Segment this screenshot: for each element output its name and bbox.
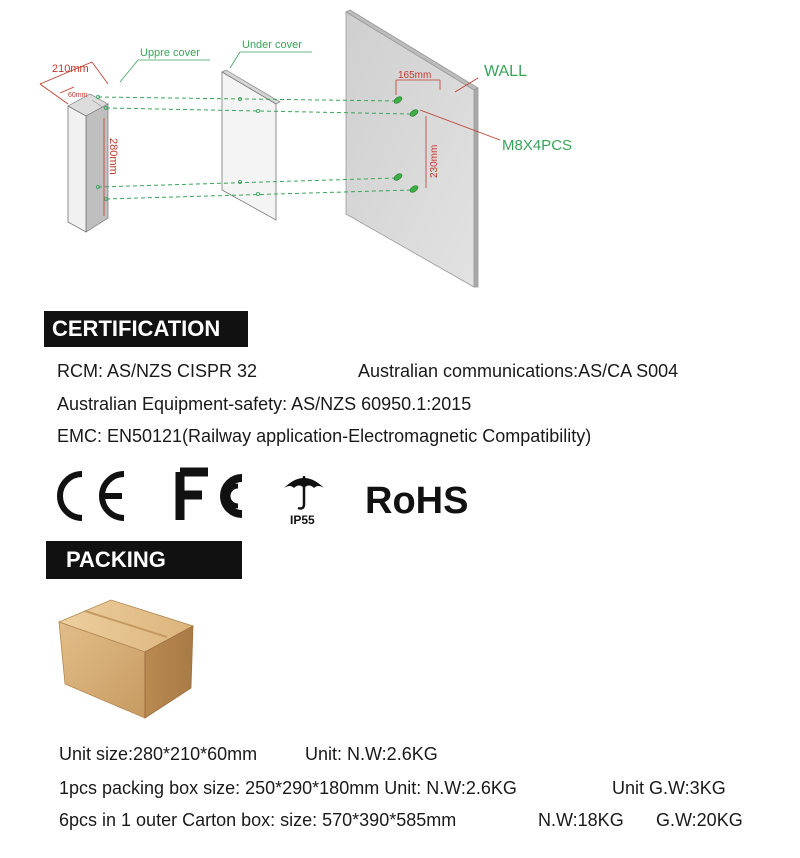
packing-carton-nw: N.W:18KG bbox=[538, 810, 624, 830]
fcc-mark-icon bbox=[180, 472, 242, 520]
cert-rcm: RCM: AS/NZS CISPR 32 bbox=[57, 361, 258, 381]
cert-communications: Australian communications:AS/CA S004 bbox=[358, 361, 679, 381]
upper-cover-label: Uppre cover bbox=[140, 47, 200, 59]
dim-height-label: 280mm bbox=[107, 138, 119, 175]
rohs-logo-text: RoHS bbox=[365, 480, 469, 522]
cert-equipment-safety: Australian Equipment-safety: AS/NZS 60950.1:2015 bbox=[57, 394, 472, 414]
packing-carton-size: 6pcs in 1 outer Carton box: size: 570*390*585mm bbox=[59, 810, 457, 830]
packing-unit-size: Unit size:280*210*60mm bbox=[59, 744, 258, 764]
dim-width-label: 210mm bbox=[52, 63, 89, 75]
wall-panel bbox=[346, 10, 478, 287]
ip55-label: IP55 bbox=[290, 513, 315, 527]
under-cover-plate bbox=[222, 70, 280, 220]
dim-hole-spacing-v-label: 230mm bbox=[429, 144, 440, 178]
packing-box-size: 1pcs packing box size: 250*290*180mm Unit: N.W:2.6KG bbox=[59, 778, 517, 798]
umbrella-ip55-icon bbox=[284, 476, 324, 527]
carton-box-image bbox=[55, 592, 197, 722]
certification-logos bbox=[52, 466, 492, 528]
upper-cover-box bbox=[68, 94, 108, 232]
packing-box-gw: Unit G.W:3KG bbox=[612, 778, 726, 798]
dim-depth-label: 60mm bbox=[68, 92, 88, 99]
dim-hole-spacing-h-label: 165mm bbox=[398, 70, 432, 81]
ce-mark-icon bbox=[60, 474, 124, 518]
installation-diagram bbox=[0, 0, 800, 300]
packing-header: PACKING bbox=[46, 541, 242, 579]
cert-emc: EMC: EN50121(Railway application-Electromagnetic Compatibility) bbox=[57, 426, 592, 446]
packing-carton-gw: G.W:20KG bbox=[656, 810, 743, 830]
under-cover-label: Under cover bbox=[242, 39, 302, 51]
packing-unit-nw: Unit: N.W:2.6KG bbox=[305, 744, 438, 764]
screws-label: M8X4PCS bbox=[502, 137, 573, 154]
wall-label: WALL bbox=[484, 63, 527, 80]
certification-header: CERTIFICATION bbox=[44, 311, 248, 347]
